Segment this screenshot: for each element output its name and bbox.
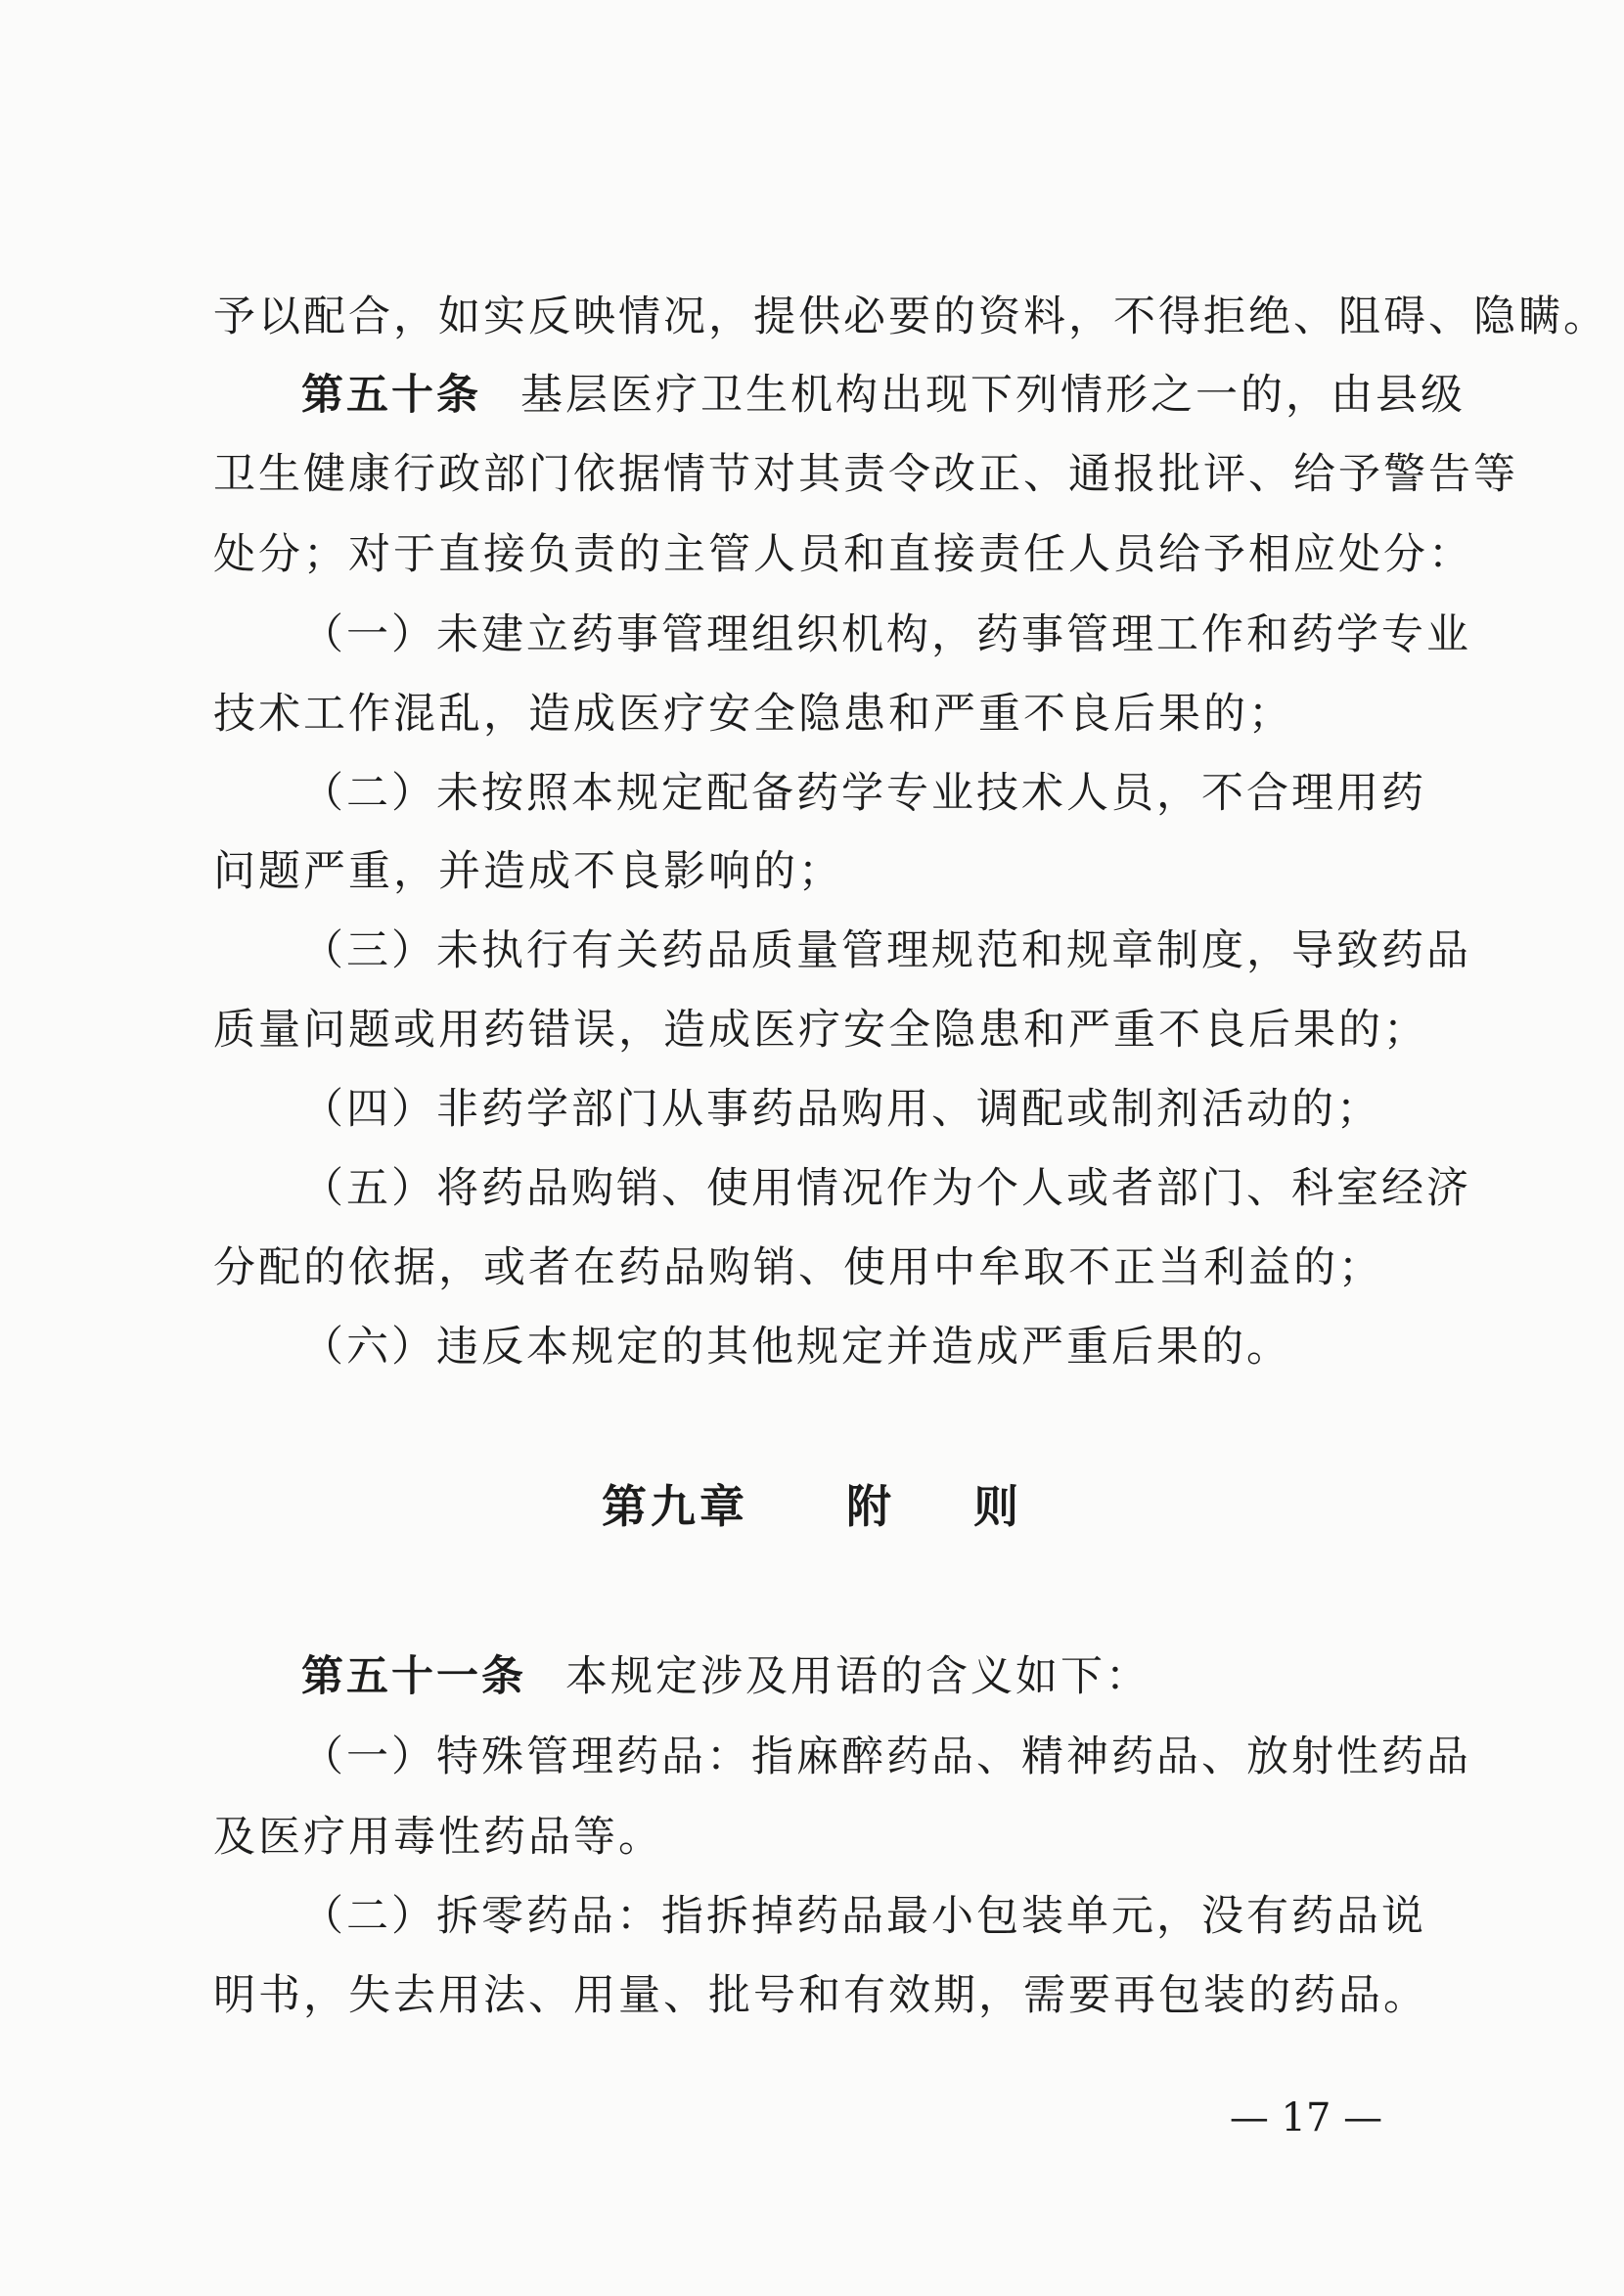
chapter-number: 第九章 <box>602 1480 748 1533</box>
chapter-heading <box>0 1477 1624 1536</box>
text-line: 卫生健康行政部门依据情节对其责令改正、通报批评、给予警告等 <box>213 450 1518 499</box>
text-line: 分配的依据，或者在药品购销、使用中牟取不正当利益的； <box>213 1243 1383 1292</box>
article-51-paragraph <box>301 1649 1426 1704</box>
article-50-title: 第五十条 <box>301 371 481 420</box>
text-line: 技术工作混乱，造成医疗安全隐患和严重不良后果的； <box>213 690 1293 739</box>
article-50-text: 基层医疗卫生机构出现下列情形之一的，由县级 <box>520 371 1466 420</box>
list-item: （二）未按照本规定配备药学专业技术人员，不合理用药 <box>301 769 1426 818</box>
page-number: — 17 — <box>1229 2095 1383 2140</box>
article-51-text: 本规定涉及用语的含义如下： <box>565 1652 1150 1701</box>
text-line: 及医疗用毒性药品等。 <box>213 1813 663 1862</box>
text-line: 明书，失去用法、用量、批号和有效期，需要再包装的药品。 <box>213 1971 1428 2020</box>
text-line: 处分；对于直接负责的主管人员和直接责任人员给予相应处分： <box>213 530 1473 579</box>
chapter-title-part2: 则 <box>973 1480 1022 1533</box>
text-line: 予以配合，如实反映情况，提供必要的资料，不得拒绝、阻碍、隐瞒。 <box>213 293 1608 341</box>
list-item: （二）拆零药品：指拆掉药品最小包装单元，没有药品说 <box>301 1892 1426 1941</box>
list-item: （三）未执行有关药品质量管理规范和规章制度，导致药品 <box>301 926 1471 975</box>
list-item: （一）特殊管理药品：指麻醉药品、精神药品、放射性药品 <box>301 1733 1471 1781</box>
article-51-title: 第五十一条 <box>301 1652 526 1701</box>
text-line: 质量问题或用药错误，造成医疗安全隐患和严重不良后果的； <box>213 1006 1428 1055</box>
list-item: （五）将药品购销、使用情况作为个人或者部门、科室经济 <box>301 1164 1471 1213</box>
text-line: 问题严重，并造成不良影响的； <box>213 847 843 896</box>
article-50-paragraph <box>301 368 1466 423</box>
list-item: （六）违反本规定的其他规定并造成严重后果的。 <box>301 1323 1291 1372</box>
chapter-title-part1: 附 <box>846 1480 895 1533</box>
list-item: （一）未建立药事管理组织机构，药事管理工作和药学专业 <box>301 610 1471 659</box>
list-item: （四）非药学部门从事药品购用、调配或制剂活动的； <box>301 1085 1381 1134</box>
